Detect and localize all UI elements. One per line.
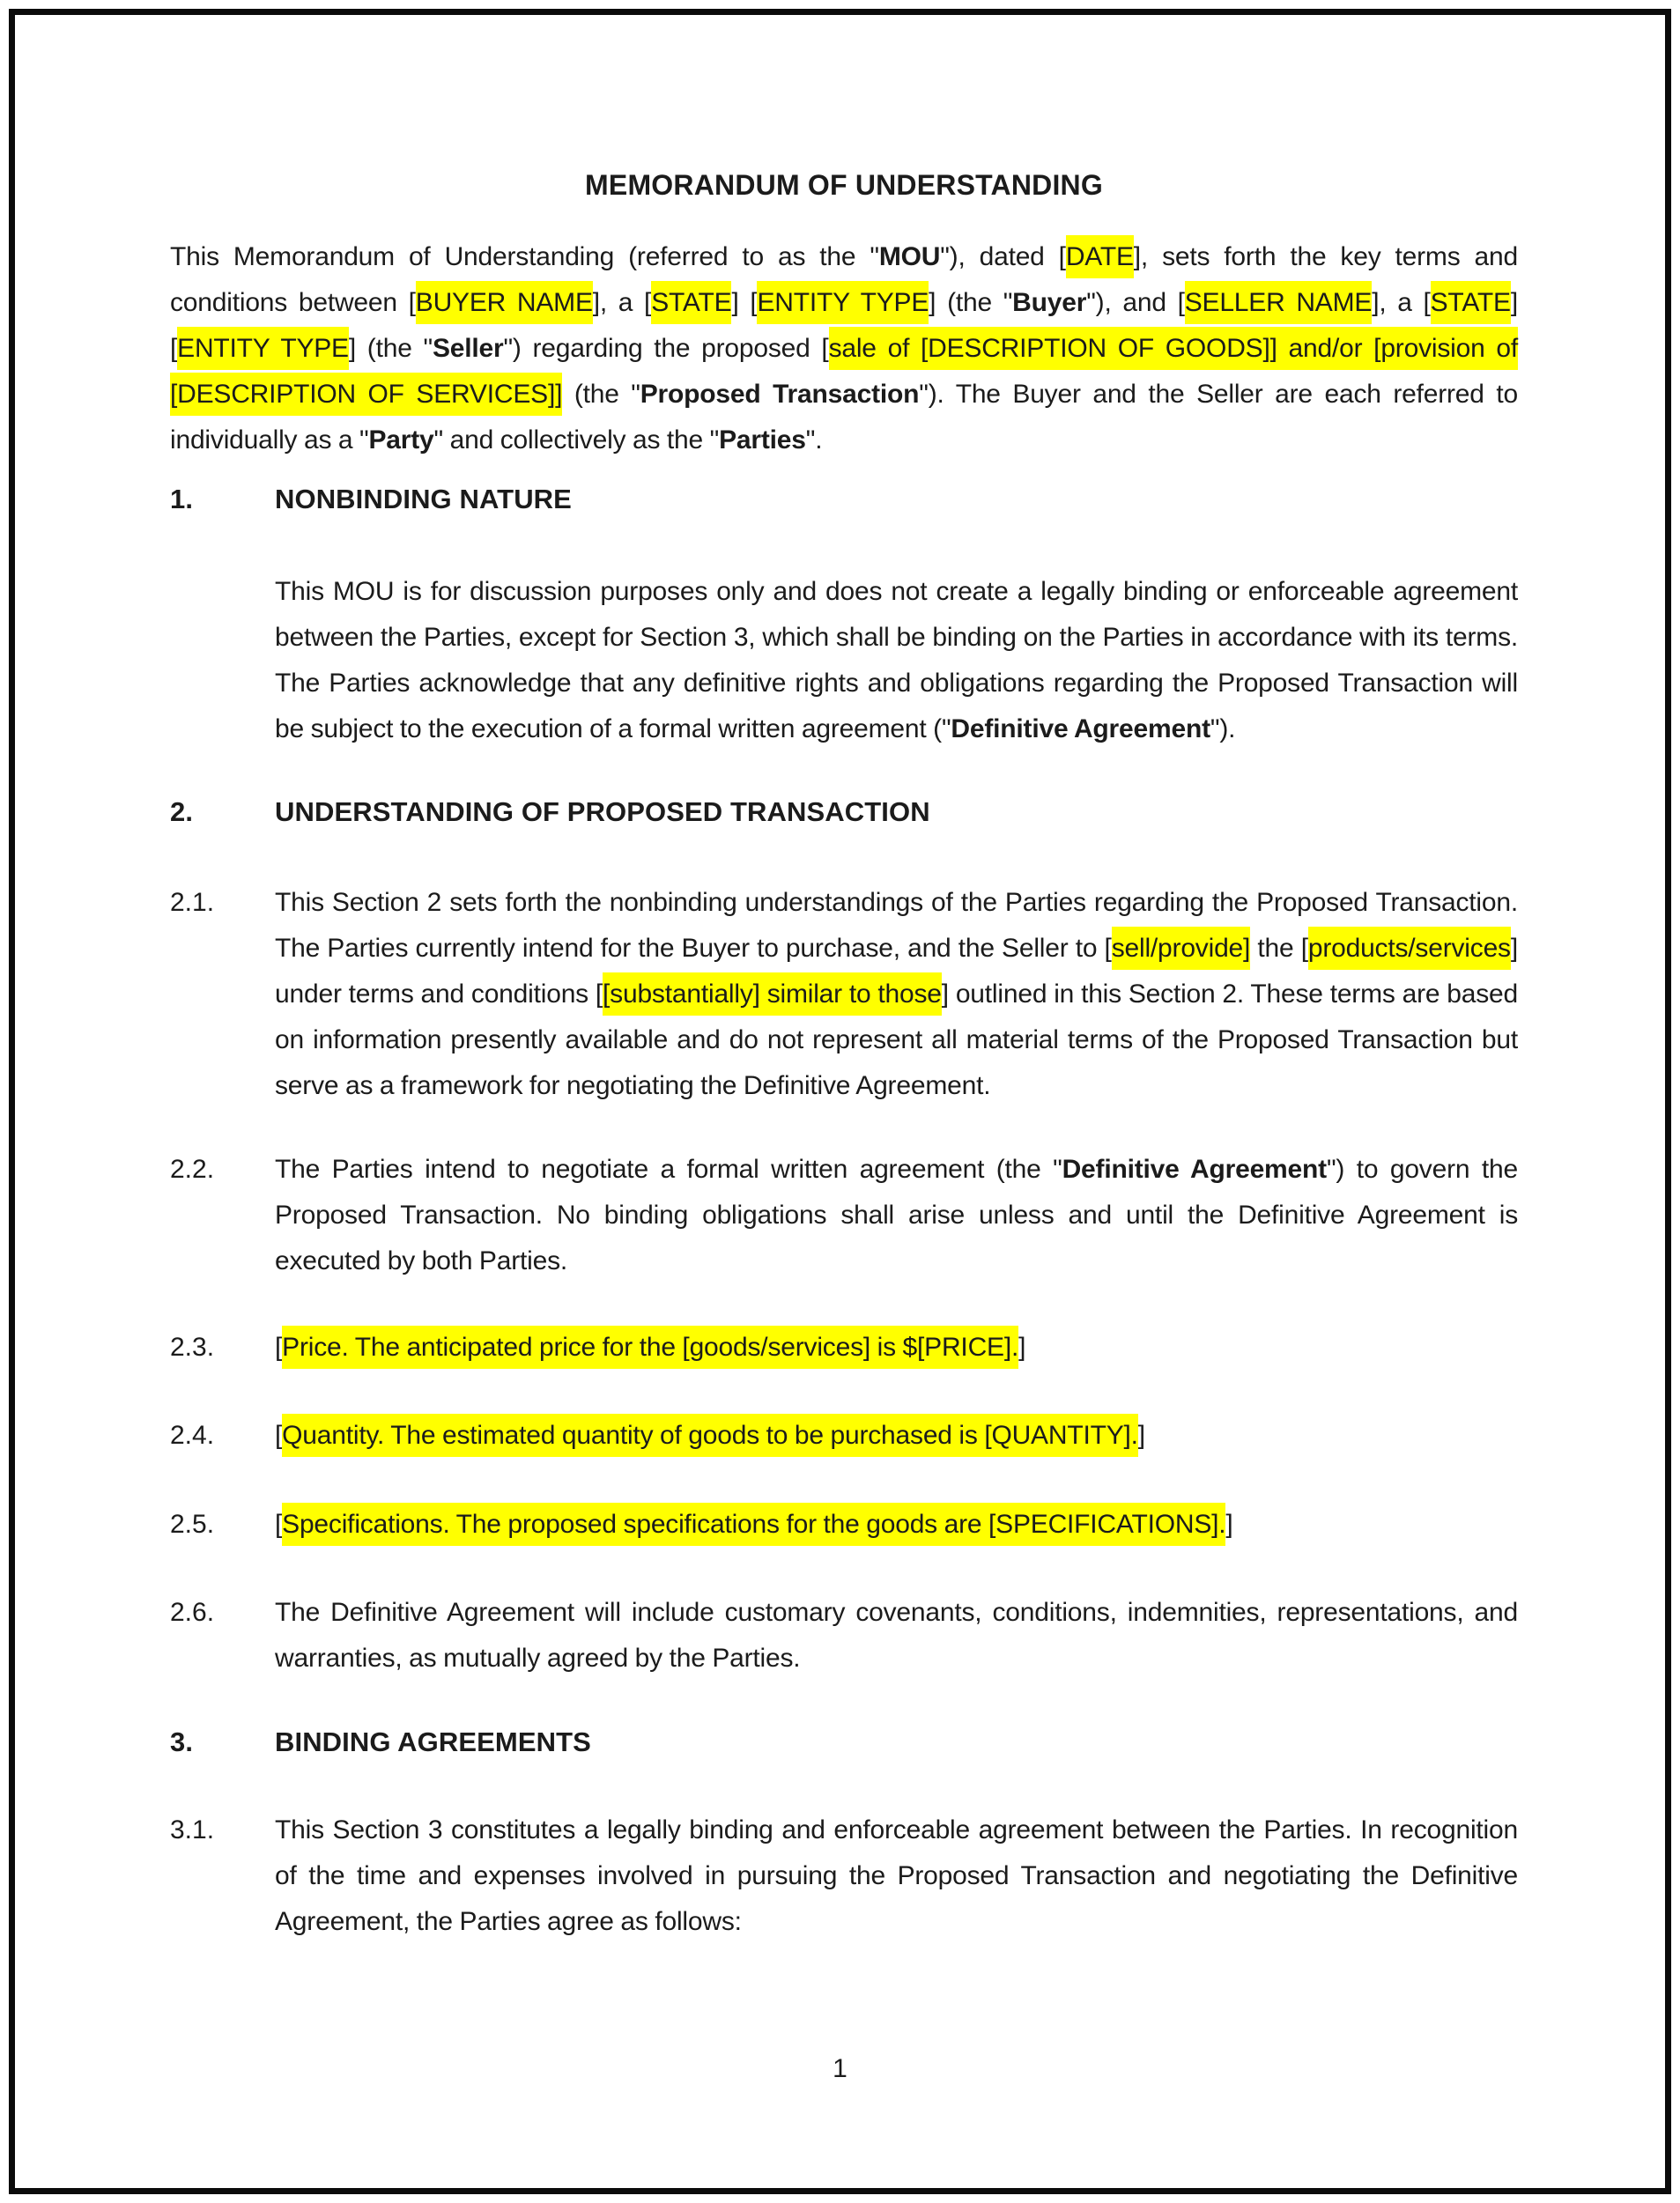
highlighted-placeholder: [substantially] similar to those (603, 972, 942, 1016)
bold-term: Party (368, 425, 434, 455)
section-1-paragraph-row (170, 569, 1518, 752)
paragraph-2-4-number: 2.4. (170, 1421, 215, 1450)
highlighted-placeholder: sell/provide] (1112, 927, 1250, 970)
text-segment: ] [ (731, 288, 758, 317)
text-segment: ". (805, 425, 823, 455)
paragraph-2-1-text (275, 880, 1518, 1109)
highlighted-placeholder: STATE (651, 281, 731, 324)
page-number: 1 (833, 2054, 847, 2083)
section-1-paragraph (275, 569, 1518, 752)
bold-term: Buyer (1012, 288, 1087, 317)
text-segment: This Section 3 constitutes a legally binding and enforceable agreement between the Parties. In recognition of the time and expenses involved in pursuing the Proposed Transaction and negotiating the Definitive Agreement, the Parties agree as follows: (275, 1815, 1518, 1936)
document-title: MEMORANDUM OF UNDERSTANDING (585, 169, 1103, 201)
paragraph-3-1-number: 3.1. (170, 1815, 215, 1844)
highlighted-placeholder: ENTITY TYPE (757, 281, 929, 324)
bold-term: Definitive Agreement (951, 714, 1210, 743)
text-segment: ], sets forth the key terms and conditions between [ (170, 242, 1518, 317)
highlighted-placeholder: sale of [DESCRIPTION OF GOODS]] and/or [provision of [DESCRIPTION OF SERVICES]] (170, 327, 1518, 416)
paragraph-2-4-text (275, 1413, 1518, 1459)
bold-term: MOU (878, 242, 941, 271)
text-segment: This Memorandum of Understanding (referred to as the " (170, 242, 879, 271)
paragraph-2-2-number: 2.2. (170, 1155, 215, 1184)
text-segment: ] under terms and conditions [ (275, 934, 1518, 1009)
highlighted-placeholder: BUYER NAME (416, 281, 593, 324)
section-2-heading: UNDERSTANDING OF PROPOSED TRANSACTION (275, 796, 930, 827)
section-3-number: 3. (170, 1726, 194, 1757)
paragraph-2-6-row (170, 1590, 1518, 1682)
paragraph-2-1-row (170, 880, 1518, 1109)
paragraph-2-5-row (170, 1502, 1518, 1548)
section-2-heading-row (170, 789, 1518, 835)
intro-paragraph (170, 234, 1518, 463)
text-segment: ], a [ (592, 288, 652, 317)
highlighted-placeholder: STATE (1431, 281, 1511, 324)
text-segment: "), and [ (1086, 288, 1185, 317)
highlighted-placeholder: DATE (1066, 235, 1134, 278)
text-segment: ] (1018, 1333, 1026, 1362)
text-segment: [ (275, 1510, 283, 1539)
highlighted-placeholder: ENTITY TYPE (177, 327, 349, 370)
text-segment: This MOU is for discussion purposes only and does not create a legally binding or enforceable agreement between the Parties, except for Section 3, which shall be binding on the Parties in accordance with its terms. The Parties acknowledge that any definitive rights and obligations regarding the Proposed Transaction will be subject to the execution of a formal written agreement (" (275, 577, 1518, 743)
text-segment: "), dated [ (940, 242, 1066, 271)
highlighted-placeholder: products/services (1308, 927, 1511, 970)
document-page (9, 9, 1671, 2194)
text-segment: ] outlined in this Section 2. These terms are based on information presently available and do not represent all material terms of the Proposed Transaction but serve as a framework for negotiating the Definitive Agreement. (275, 980, 1518, 1100)
section-3-heading: BINDING AGREEMENTS (275, 1726, 591, 1757)
bold-term: Parties (719, 425, 806, 455)
text-segment: ] [ (170, 288, 1518, 363)
paragraph-2-6-number: 2.6. (170, 1598, 215, 1627)
text-segment: ] (the " (929, 288, 1013, 317)
paragraph-2-3-text (275, 1325, 1518, 1371)
text-segment: This Section 2 sets forth the nonbinding understandings of the Parties regarding the Proposed Transaction. The Parties currently intend for the Buyer to purchase, and the Seller to [ (275, 888, 1518, 963)
text-segment: "). The Buyer and the Seller are each referred to individually as a " (170, 380, 1518, 455)
highlighted-placeholder: Quantity. The estimated quantity of goods to be purchased is [QUANTITY]. (282, 1414, 1138, 1457)
section-1-number: 1. (170, 484, 194, 514)
paragraph-3-1-row (170, 1807, 1518, 1945)
text-segment: ] (the " (348, 334, 433, 363)
highlighted-placeholder: Specifications. The proposed specifications for the goods are [SPECIFICATIONS]. (282, 1503, 1225, 1546)
paragraph-3-1-text (275, 1807, 1518, 1945)
text-segment: ], a [ (1372, 288, 1431, 317)
paragraph-2-2-row (170, 1147, 1518, 1284)
text-segment: The Definitive Agreement will include customary covenants, conditions, indemnities, representations, and warranties, as mutually agreed by the Parties. (275, 1598, 1518, 1673)
paragraph-2-6-text (275, 1590, 1518, 1682)
text-segment: the [ (1250, 934, 1308, 963)
document-content (170, 15, 1518, 1945)
paragraph-2-4-row (170, 1413, 1518, 1459)
text-segment: ") regarding the proposed [ (503, 334, 829, 363)
text-segment: (the " (562, 380, 640, 409)
text-segment: The Parties intend to negotiate a formal written agreement (the " (275, 1155, 1062, 1184)
paragraph-2-1-number: 2.1. (170, 888, 215, 917)
text-segment: ") to govern the Proposed Transaction. No binding obligations shall arise unless and until the Definitive Agreement is executed by both Parties. (275, 1155, 1518, 1275)
highlighted-placeholder: Price. The anticipated price for the [goods/services] is $[PRICE]. (282, 1326, 1018, 1369)
paragraph-2-3-row (170, 1325, 1518, 1371)
section-1-heading: NONBINDING NATURE (275, 484, 572, 514)
bold-term: Definitive Agreement (1062, 1155, 1327, 1184)
bold-term: Seller (432, 334, 504, 363)
text-segment: " and collectively as the " (433, 425, 720, 455)
text-segment: "). (1210, 714, 1236, 743)
section-2-number: 2. (170, 796, 194, 827)
paragraph-2-5-number: 2.5. (170, 1510, 215, 1539)
text-segment: [ (275, 1333, 283, 1362)
text-segment: ] (1225, 1510, 1233, 1539)
highlighted-placeholder: SELLER NAME (1185, 281, 1373, 324)
section-1-heading-row (170, 477, 1518, 522)
text-segment: ] (1137, 1421, 1145, 1450)
paragraph-2-3-number: 2.3. (170, 1333, 215, 1362)
text-segment: [ (275, 1421, 283, 1450)
section-3-heading-row (170, 1719, 1518, 1765)
paragraph-2-5-text (275, 1502, 1518, 1548)
paragraph-2-2-text (275, 1147, 1518, 1284)
bold-term: Proposed Transaction (640, 380, 920, 409)
